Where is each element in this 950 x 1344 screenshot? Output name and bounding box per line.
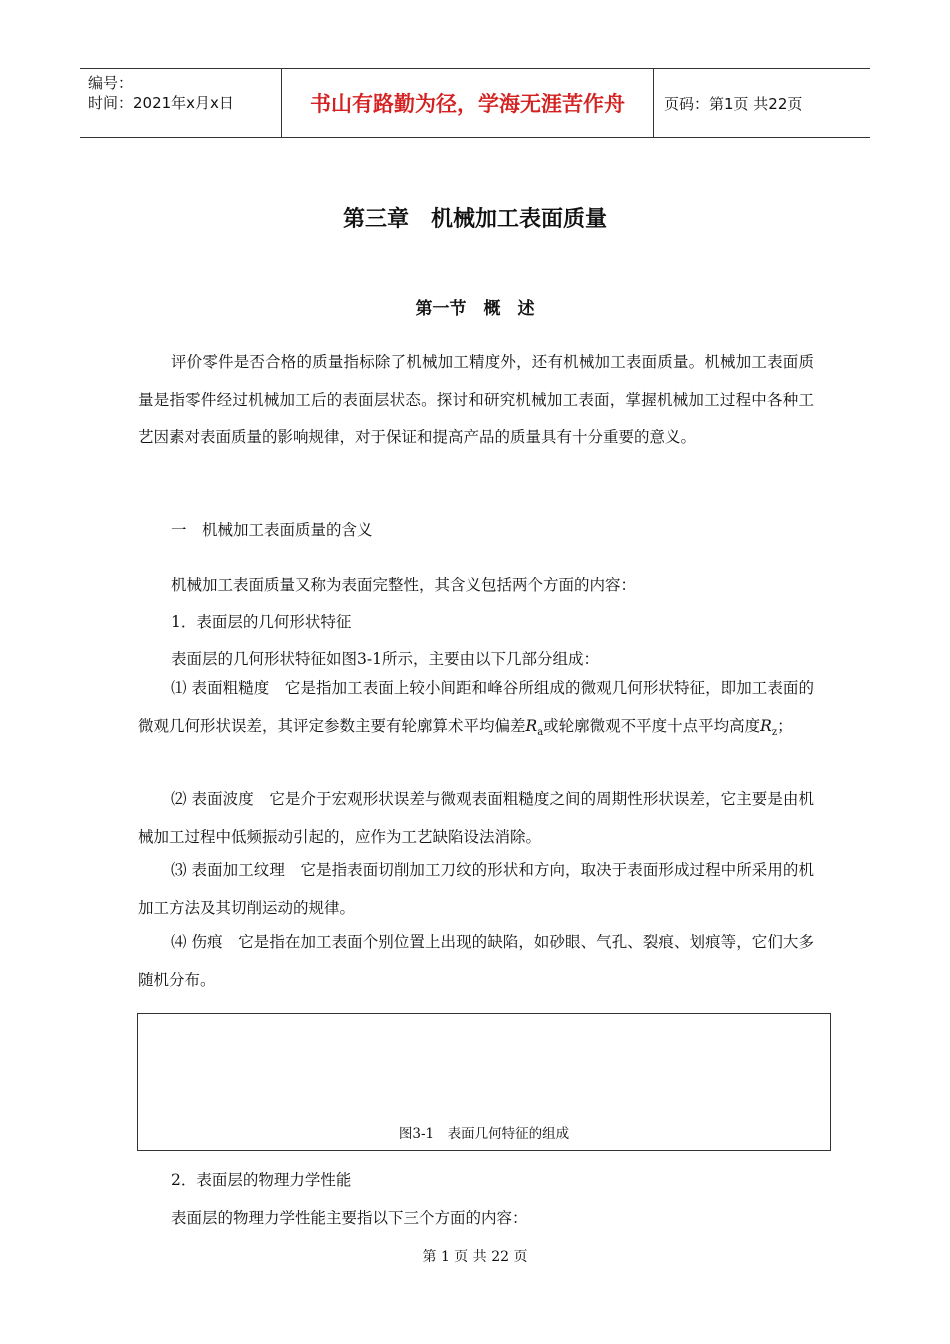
- header-meta: [80, 69, 281, 137]
- figure-caption: 图3-1 表面几何特征的组成: [398, 1126, 570, 1142]
- content-line-2: 1．表面层的几何形状特征: [171, 613, 352, 631]
- item-roughness: ⑴ 表面粗糙度 它是指加工表面上较小间距和峰谷所组成的微观几何形状特征，即加工表面的微观几何形状误差，其评定参数主要有轮廓算术平均偏差$R_a$或轮廓微观不平度十点平均高度$R_z$；: [138, 679, 814, 738]
- page-info: 页码：第1页 共22页: [664, 94, 803, 113]
- after-line-1: 2．表面层的物理力学性能: [171, 1171, 352, 1189]
- content-line-3: 表面层的几何形状特征如图3-1所示，主要由以下几部分组成：: [171, 650, 599, 668]
- time-label: 时间：2021年x月x日: [88, 94, 234, 112]
- item-flaws: ⑷ 伤痕 它是指在加工表面个别位置上出现的缺陷，如砂眼、气孔、裂痕、划痕等，它们大多随机分布。: [138, 933, 814, 989]
- section-title: 第一节 概 述: [415, 299, 535, 319]
- chapter-title: 第三章 机械加工表面质量: [342, 207, 607, 232]
- page-footer: 第 1 页 共 22 页: [422, 1249, 528, 1265]
- after-line-2: 表面层的物理力学性能主要指以下三个方面的内容：: [171, 1209, 528, 1227]
- item-waviness: ⑵ 表面波度 它是介于宏观形状误差与微观表面粗糙度之间的周期性形状误差，它主要是由机械加工过程中低频振动引起的，应作为工艺缺陷设法消除。: [138, 790, 814, 846]
- subheading: 一 机械加工表面质量的含义: [171, 521, 373, 539]
- number-label: 编号：: [88, 74, 134, 92]
- item-texture: ⑶ 表面加工纹理 它是指表面切削加工刀纹的形状和方向，取决于表面形成过程中所采用的机加工方法及其切削运动的规律。: [138, 861, 814, 917]
- figure-box: [137, 1013, 831, 1151]
- motto: 书山有路勤为径，学海无涯苦作舟: [281, 69, 654, 137]
- content-line-1: 机械加工表面质量又称为表面完整性，其含义包括两个方面的内容：: [171, 576, 637, 594]
- intro-paragraph: 评价零件是否合格的质量指标除了机械加工精度外，还有机械加工表面质量。机械加工表面质量是指零件经过机械加工后的表面层状态。探讨和研究机械加工表面，掌握机械加工过程中各种工艺因素对表面质量的影响规律，对于保证和提高产品的质量具有十分重要的意义。: [138, 353, 814, 446]
- document-header: [80, 68, 870, 138]
